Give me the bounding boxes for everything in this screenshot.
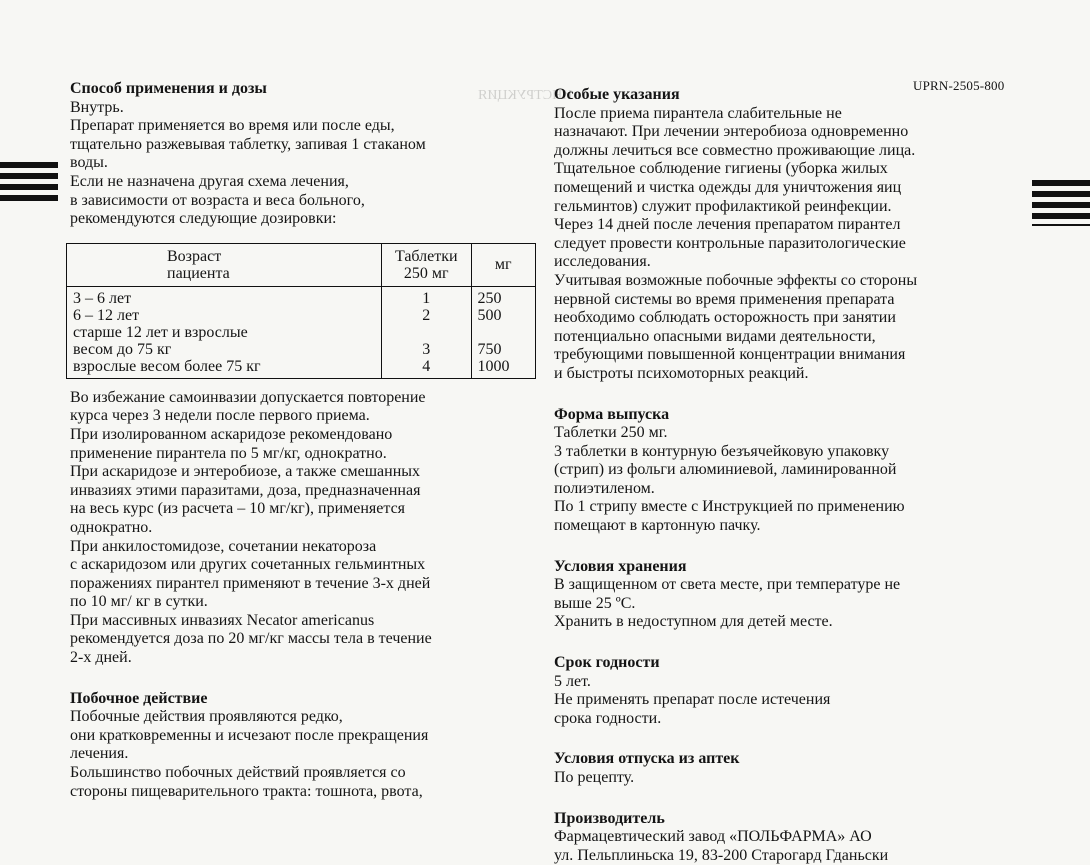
text-line: Побочные действия проявляются редко, [70, 708, 343, 726]
tablets-value [388, 324, 464, 341]
section-heading-dosage: Способ применения и дозы [70, 80, 267, 97]
text-line: потенциально опасными видами деятельности, [554, 327, 876, 345]
text-line: Внутрь. [70, 98, 124, 116]
dosage-notes [70, 389, 532, 668]
mg-value: 250 [477, 289, 502, 307]
age-value: старше 12 лет и взрослые [73, 323, 248, 341]
text-line: ул. Пельплиньска 19, 83-200 Старогард Гданьски [554, 846, 889, 864]
text-line: воды. [70, 154, 108, 172]
right-column [554, 86, 1034, 865]
text-line: стороны пищеварительного тракта: тошнота, рвота, [70, 782, 423, 800]
text-line: исследования. [554, 253, 651, 271]
registration-mark-left [0, 162, 58, 206]
text-line: Хранить в недоступном для детей месте. [554, 613, 833, 631]
text-line: Через 14 дней после лечения препаратом пирантел [554, 216, 901, 234]
age-cell [67, 286, 382, 378]
mg-value [478, 324, 529, 341]
text-line: рекомендуются следующие дозировки: [70, 210, 337, 228]
tablets-value: 3 [422, 340, 431, 358]
tablets-cell [382, 286, 471, 378]
text-line: по 10 мг/ кг в сутки. [70, 593, 208, 611]
text-line: они кратковременны и исчезают после прекращения [70, 726, 429, 744]
text-line: гельминтов) служит профилактикой реинфекции. [554, 197, 892, 215]
text-line: лечения. [70, 745, 129, 763]
text-line: поражениях пирантел применяют в течение 3-х дней [70, 574, 431, 592]
text-line: назначают. При лечении энтеробиоза одновременно [554, 123, 909, 141]
mg-value: 500 [477, 306, 502, 324]
text-line: однократно. [70, 518, 153, 536]
column-header-mg: мг [471, 243, 535, 286]
bleed-through-text: ИНСТРУКЦИЯ [478, 88, 573, 103]
text-line: на весь курс (из расчета – 10 мг/кг), применяется [70, 500, 406, 518]
text-line: помещений и чистка одежды для уничтожения яиц [554, 178, 902, 196]
age-value: 3 – 6 лет [73, 289, 132, 307]
dosage-table [66, 243, 536, 379]
text-line: Таблетки 250 мг. [554, 424, 668, 442]
text-line: срока годности. [554, 709, 662, 727]
text-line: В защищенном от света месте, при температуре не [554, 576, 901, 594]
text-line: инвазиях этими паразитами, доза, предназначенная [70, 481, 421, 499]
tablets-value: 4 [422, 357, 431, 375]
text-line: полиэтиленом. [554, 479, 655, 497]
text-line: Препарат применяется во время или после еды, [70, 117, 395, 135]
section-heading-manufacturer: Производитель [554, 809, 665, 827]
text-line: в зависимости от возраста и веса больного, [70, 191, 365, 209]
tablets-value: 2 [422, 306, 431, 324]
tablets-value: 1 [422, 289, 431, 307]
dispensing-text [554, 769, 1034, 788]
text-line: По 1 стрипу вместе с Инструкцией по применению [554, 498, 905, 516]
age-value: весом до 75 кг [73, 340, 172, 358]
section-heading-release-form: Форма выпуска [554, 405, 670, 423]
age-value: взрослые весом более 75 кг [73, 357, 261, 375]
storage-text [554, 576, 1034, 632]
manufacturer-text [554, 828, 1034, 865]
text-line: При аскаридозе и энтеробиозе, а также смешанных [70, 463, 421, 481]
text-line: с аскаридозом или других сочетанных гельминтных [70, 556, 426, 574]
section-heading-side-effects: Побочное действие [70, 689, 208, 707]
text-line: 5 лет. [554, 672, 591, 690]
left-column [70, 80, 532, 801]
text-line: Большинство побочных действий проявляется со [70, 764, 406, 782]
text-line: По рецепту. [554, 769, 635, 786]
text-line: нервной системы во время применения препарата [554, 290, 895, 308]
text-line: и быстроты психомоторных реакций. [554, 364, 809, 382]
text-line: 3 таблетки в контурную безъячейковую упаковку [554, 442, 890, 460]
mg-value: 1000 [477, 357, 510, 375]
special-instructions-text [554, 105, 1034, 384]
text-line: следует провести контрольные паразитологические [554, 234, 906, 252]
section-heading-special-instructions: Особые указания [554, 86, 680, 103]
column-header-tablets: Таблетки 250 мг [382, 243, 471, 286]
text-line: При массивных инвазиях Necator americanus [70, 611, 375, 629]
text-line: При изолированном аскаридозе рекомендовано [70, 425, 393, 443]
text-line: При анкилостомидозе, сочетании некатороза [70, 537, 377, 555]
side-effects-text [70, 708, 532, 801]
text-line: Фармацевтический завод «ПОЛЬФАРМА» АО [554, 828, 872, 846]
section-heading-shelf-life: Срок годности [554, 654, 660, 672]
table-header-row [67, 243, 536, 286]
mg-cell [471, 286, 535, 378]
table-row [67, 286, 536, 378]
text-line: Если не назначена другая схема лечения, [70, 172, 349, 190]
text-line: рекомендуется доза по 20 мг/кг массы тела в течение [70, 630, 432, 648]
text-line: выше 25 ºС. [554, 594, 636, 612]
document-code: UPRN-2505-800 [913, 78, 1005, 93]
dosage-text [70, 99, 532, 229]
section-heading-storage: Условия хранения [554, 557, 687, 575]
text-line: Учитывая возможные побочные эффекты со стороны [554, 271, 918, 289]
text-line: Во избежание самоинвазии допускается повторение [70, 388, 426, 406]
text-line: требующими повышенной концентрации внимания [554, 346, 906, 364]
text-line: (стрип) из фольги алюминиевой, ламинированной [554, 461, 897, 479]
mg-value: 750 [477, 340, 502, 358]
text-line: тщательно разжевывая таблетку, запивая 1 стаканом [70, 135, 426, 153]
section-heading-dispensing: Условия отпуска из аптек [554, 750, 740, 768]
text-line: После приема пирантела слабительные не [554, 104, 842, 122]
text-line: помещают в картонную пачку. [554, 517, 761, 535]
shelf-life-text [554, 673, 1034, 729]
text-line: 2-х дней. [70, 649, 132, 667]
registration-mark-right [1032, 180, 1090, 226]
text-line: должны лечиться все совместно проживающие лица. [554, 141, 916, 159]
text-line: необходимо соблюдать осторожность при занятии [554, 309, 896, 327]
text-line: применение пирантела по 5 мг/кг, однократно. [70, 444, 387, 462]
text-line: курса через 3 недели после первого приема. [70, 407, 370, 425]
release-form-text [554, 424, 1034, 536]
text-line: Тщательное соблюдение гигиены (уборка жилых [554, 160, 888, 178]
age-value: 6 – 12 лет [73, 306, 140, 324]
text-line: Не применять препарат после истечения [554, 691, 831, 709]
column-header-age: Возраст пациента [67, 243, 382, 286]
